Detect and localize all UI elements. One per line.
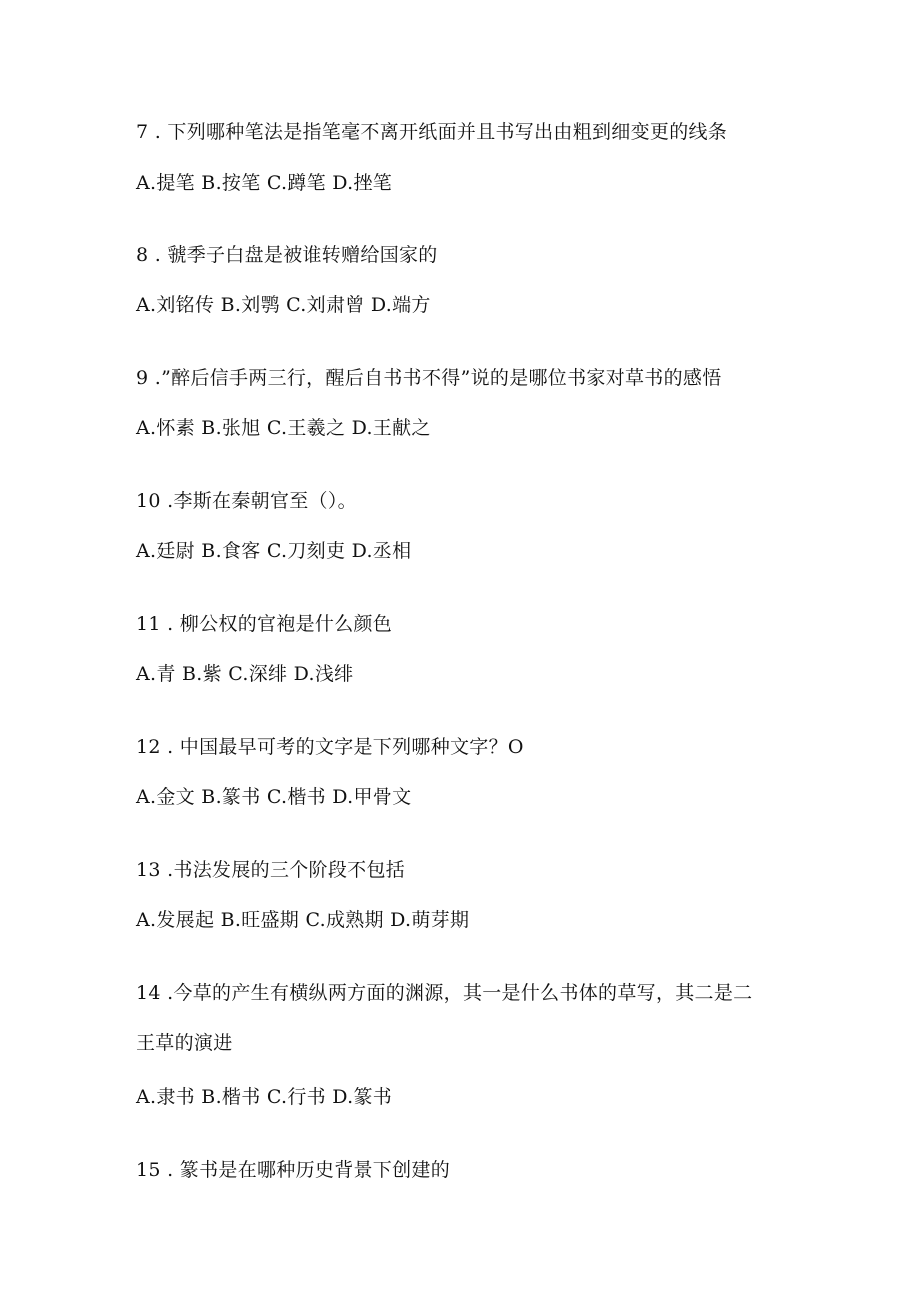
question-11-options: A.青 B.紫 C.深绯 D.浅绯 [136, 663, 354, 685]
question-14-text-continued: 王草的演进 [136, 1032, 233, 1054]
question-13-text: 13 .书法发展的三个阶段不包括 [136, 859, 406, 881]
question-9-text: 9 .”醉后信手两三行，醒后自书书不得”说的是哪位书家对草书的感悟 [136, 367, 722, 389]
question-12-text: 12 . 中国最早可考的文字是下列哪种文字？O [136, 736, 524, 758]
question-10-text: 10 .李斯在秦朝官至（）。 [136, 490, 357, 512]
question-13-options: A.发展起 B.旺盛期 C.成熟期 D.萌芽期 [136, 909, 470, 931]
question-14-options: A.隶书 B.楷书 C.行书 D.篆书 [136, 1086, 393, 1108]
question-15-text: 15 . 篆书是在哪种历史背景下创建的 [136, 1159, 450, 1181]
question-7-text: 7 . 下列哪种笔法是指笔毫不离开纸面并且书写出由粗到细变更的线条 [136, 121, 728, 143]
question-11-text: 11 . 柳公权的官袍是什么颜色 [136, 613, 393, 635]
question-12-options: A.金文 B.篆书 C.楷书 D.甲骨文 [136, 786, 412, 808]
question-9-options: A.怀素 B.张旭 C.王羲之 D.王献之 [136, 417, 431, 439]
question-8-text: 8 . 虢季子白盘是被谁转赠给国家的 [136, 244, 438, 266]
question-10-options: A.廷尉 B.食客 C.刀刻吏 D.丞相 [136, 540, 412, 562]
question-7-options: A.提笔 B.按笔 C.蹲笔 D.挫笔 [136, 172, 393, 194]
question-8-options: A.刘铭传 B.刘鹗 C.刘肃曾 D.端方 [136, 294, 431, 316]
question-14-text: 14 .今草的产生有横纵两方面的渊源，其一是什么书体的草写，其二是二 [136, 982, 753, 1004]
